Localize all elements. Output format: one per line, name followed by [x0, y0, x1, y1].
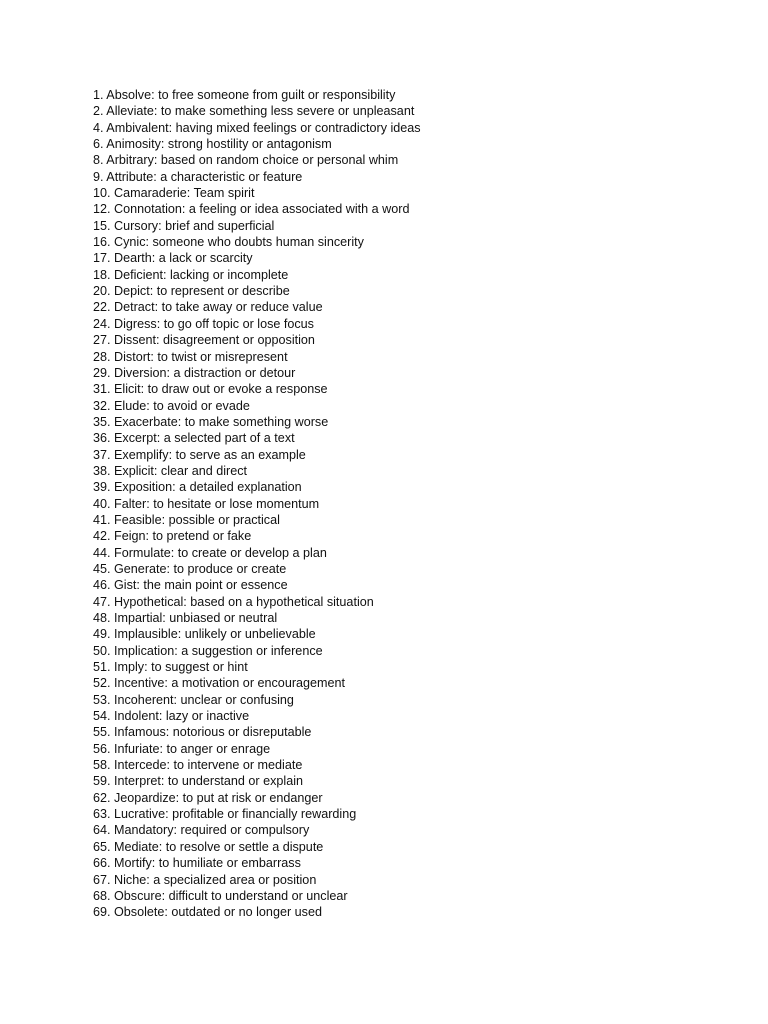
vocabulary-entry: 52. Incentive: a motivation or encouragement [93, 676, 346, 691]
vocabulary-entry: 1. Absolve: to free someone from guilt or responsibility [93, 88, 396, 102]
vocabulary-entry: 49. Implausible: unlikely or unbelievable [93, 627, 316, 642]
vocabulary-entry: 45. Generate: to produce or create [93, 561, 287, 576]
vocabulary-entry: 53. Incoherent: unclear or confusing [93, 692, 294, 707]
vocabulary-entry: 15. Cursory: brief and superficial [93, 218, 275, 233]
vocabulary-entry: 62. Jeopardize: to put at risk or endanger [93, 790, 323, 805]
vocabulary-entry: 8. Arbitrary: based on random choice or personal whim [93, 153, 399, 168]
vocabulary-entry: 50. Implication: a suggestion or inference [93, 643, 323, 658]
vocabulary-entry: 68. Obscure: difficult to understand or unclear [93, 888, 348, 903]
vocabulary-entry: 42. Feign: to pretend or fake [93, 529, 252, 544]
vocabulary-entry: 22. Detract: to take away or reduce value [93, 300, 323, 315]
vocabulary-entry: 66. Mortify: to humiliate or embarrass [93, 856, 301, 871]
vocabulary-entry: 31. Elicit: to draw out or evoke a response [93, 382, 328, 397]
vocabulary-entry: 58. Intercede: to intervene or mediate [93, 758, 303, 773]
vocabulary-entry: 12. Connotation: a feeling or idea associated with a word [93, 202, 410, 217]
vocabulary-entry: 56. Infuriate: to anger or enrage [93, 741, 271, 756]
vocabulary-entry: 16. Cynic: someone who doubts human sincerity [93, 235, 364, 250]
vocabulary-entry: 28. Distort: to twist or misrepresent [93, 349, 288, 364]
vocabulary-entry: 54. Indolent: lazy or inactive [93, 709, 250, 724]
vocabulary-entry: 10. Camaraderie: Team spirit [93, 186, 255, 201]
vocabulary-entry: 40. Falter: to hesitate or lose momentum [93, 496, 320, 511]
vocabulary-entry: 9. Attribute: a characteristic or feature [93, 169, 303, 184]
vocabulary-entry: 47. Hypothetical: based on a hypothetical situation [93, 594, 374, 609]
vocabulary-entry: 35. Exacerbate: to make something worse [93, 414, 329, 429]
vocabulary-entry: 27. Dissent: disagreement or opposition [93, 333, 315, 348]
vocabulary-entry: 6. Animosity: strong hostility or antagonism [93, 137, 332, 152]
vocabulary-entry: 4. Ambivalent: having mixed feelings or contradictory ideas [93, 120, 421, 135]
vocabulary-entry: 63. Lucrative: profitable or financially rewarding [93, 807, 357, 822]
vocabulary-entry: 59. Interpret: to understand or explain [93, 774, 304, 789]
vocabulary-entry: 41. Feasible: possible or practical [93, 512, 280, 527]
vocabulary-entry: 24. Digress: to go off topic or lose focus [93, 316, 314, 331]
vocabulary-entry: 20. Depict: to represent or describe [93, 284, 290, 299]
vocabulary-entry: 38. Explicit: clear and direct [93, 463, 247, 478]
vocabulary-entry: 64. Mandatory: required or compulsory [93, 823, 310, 838]
vocabulary-entry: 55. Infamous: notorious or disreputable [93, 725, 312, 740]
vocabulary-entry: 44. Formulate: to create or develop a plan [93, 545, 327, 560]
vocabulary-entry: 51. Imply: to suggest or hint [93, 660, 248, 675]
vocabulary-entry: 29. Diversion: a distraction or detour [93, 365, 296, 380]
vocabulary-entry: 2. Alleviate: to make something less severe or unpleasant [93, 104, 415, 119]
vocabulary-list [93, 87, 421, 921]
vocabulary-entry: 17. Dearth: a lack or scarcity [93, 251, 253, 266]
vocabulary-entry: 46. Gist: the main point or essence [93, 578, 288, 593]
vocabulary-entry: 18. Deficient: lacking or incomplete [93, 267, 289, 282]
vocabulary-entry: 39. Exposition: a detailed explanation [93, 480, 302, 495]
vocabulary-entry: 48. Impartial: unbiased or neutral [93, 611, 278, 625]
vocabulary-entry: 37. Exemplify: to serve as an example [93, 447, 306, 462]
vocabulary-entry: 32. Elude: to avoid or evade [93, 398, 250, 413]
vocabulary-entry: 69. Obsolete: outdated or no longer used [93, 905, 322, 920]
vocabulary-entry: 67. Niche: a specialized area or position [93, 872, 317, 887]
vocabulary-entry: 65. Mediate: to resolve or settle a dispute [93, 839, 324, 854]
vocabulary-entry: 36. Excerpt: a selected part of a text [93, 431, 295, 446]
